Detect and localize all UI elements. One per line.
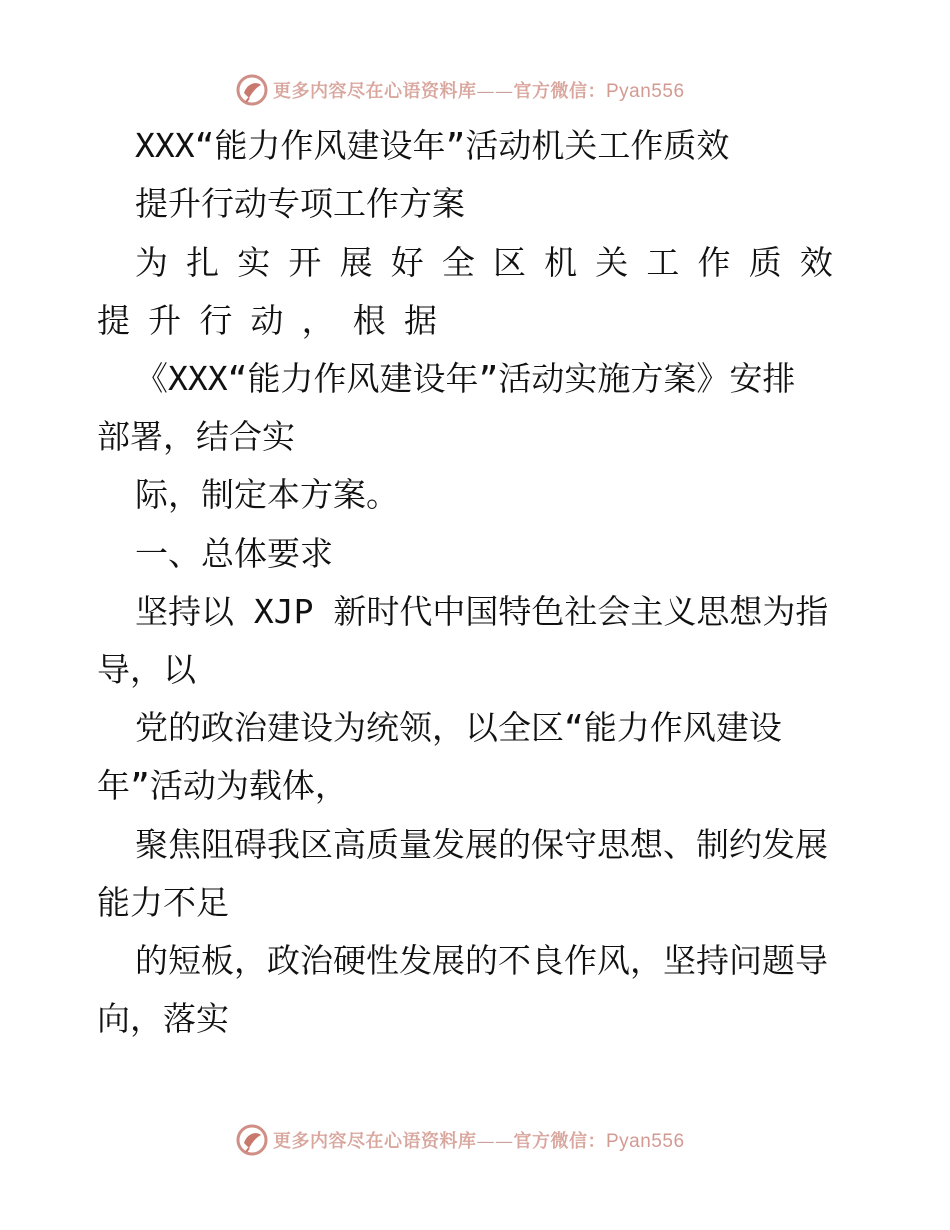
paragraph-1-line-3: 《XXX“能力作风建设年”活动实施方案》安排 [135,359,796,398]
paragraph-1-line-2: 提 升 行 动 ， 根 据 [97,301,437,340]
paragraph-2-line-2: 导，以 [97,650,196,689]
paragraph-2-line-3: 党的政治建设为统领，以全区“能力作风建设 [135,708,782,747]
paragraph-1-line-5: 际，制定本方案。 [135,475,399,514]
paragraph-2-line-8: 向，落实 [97,999,229,1038]
pen-heart-logo-icon [235,1123,269,1157]
paragraph-2-line-6: 能力不足 [97,883,229,922]
section-heading-1: 一、总体要求 [135,534,333,573]
paragraph-2-line-5: 聚焦阻碍我区高质量发展的保守思想、制约发展 [135,825,828,864]
watermark-text: 更多内容尽在心语资料库——官方微信：Pyan556 [273,1131,685,1152]
paragraph-2-line-1: 坚持以 XJP 新时代中国特色社会主义思想为指 [135,592,829,631]
watermark-text: 更多内容尽在心语资料库——官方微信：Pyan556 [273,81,685,102]
paragraph-1-line-1: 为 扎 实 开 展 好 全 区 机 关 工 作 质 效 [135,243,833,282]
header-watermark [235,72,685,108]
paragraph-1-line-4: 部署，结合实 [97,417,295,456]
paragraph-2-line-4: 年”活动为载体， [97,766,348,805]
pen-heart-logo-icon [235,73,269,107]
footer-watermark [235,1122,685,1158]
title-line-1: XXX“能力作风建设年”活动机关工作质效 [135,126,730,165]
title-line-2: 提升行动专项工作方案 [135,184,465,223]
paragraph-2-line-7: 的短板，政治硬性发展的不良作风，坚持问题导 [135,941,828,980]
